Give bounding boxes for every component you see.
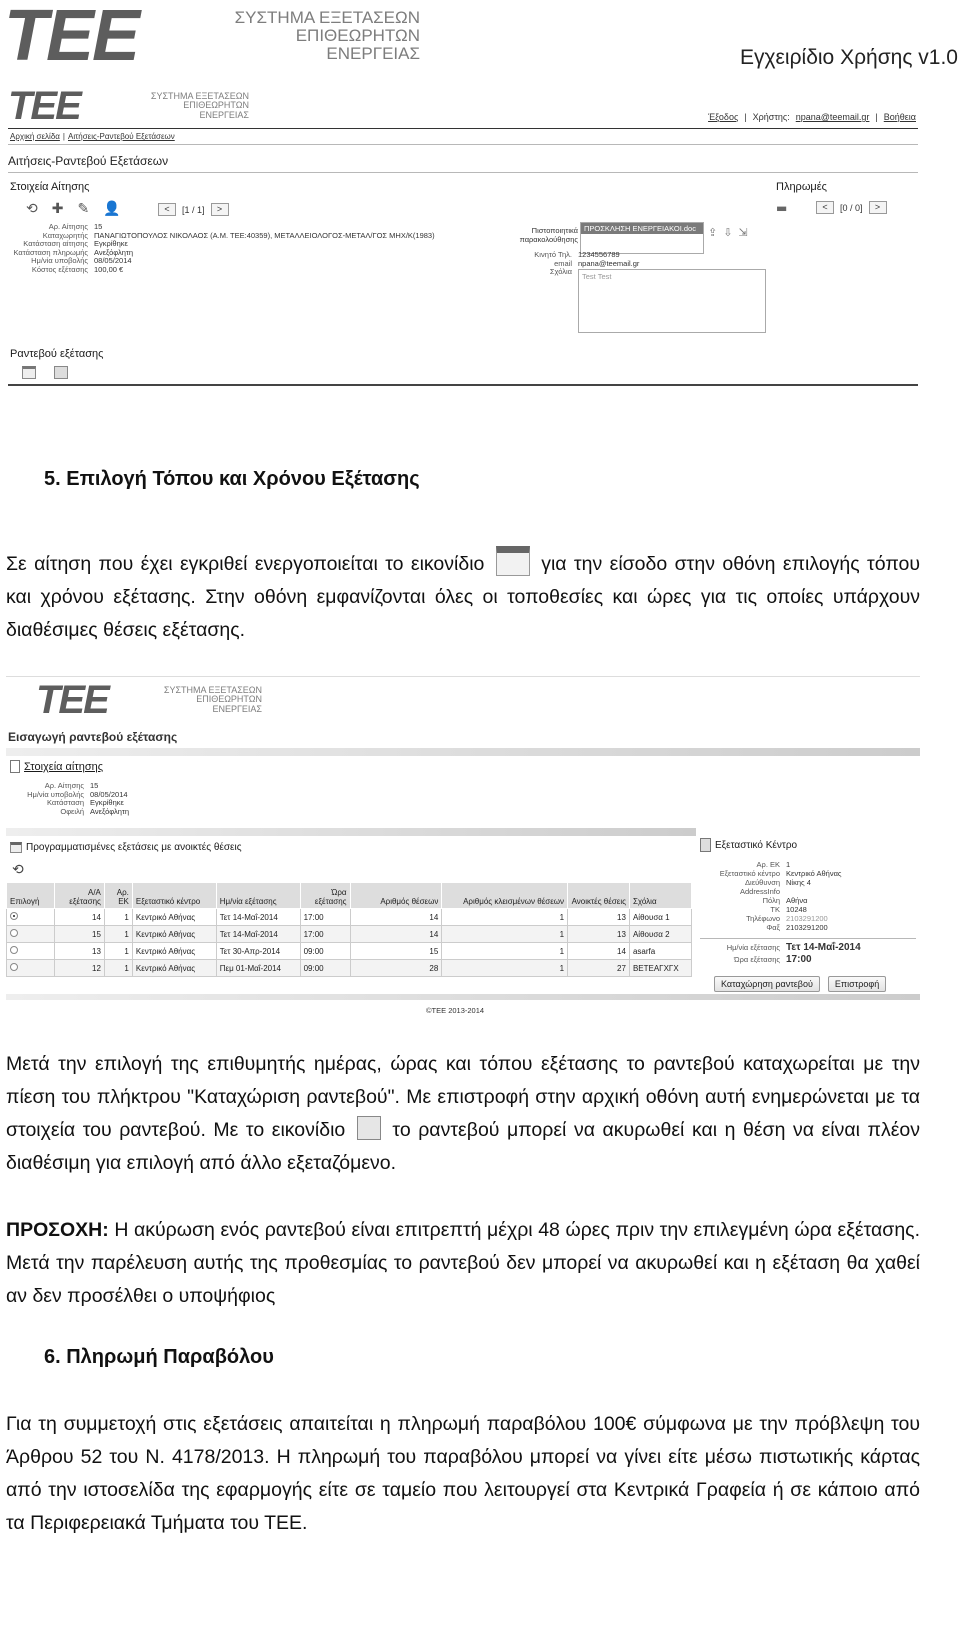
paragraph-warning — [6, 1214, 920, 1313]
next-button[interactable]: > — [211, 203, 229, 216]
pager-label: [0 / 0] — [840, 202, 863, 213]
field-value: Ανεξόφλητη — [94, 247, 134, 257]
calendar-icon — [496, 546, 530, 576]
cell-time: 17:00 — [300, 926, 350, 943]
divider — [8, 172, 918, 173]
app-logo-mark: ΤΕΕ — [8, 84, 80, 128]
field-value: Νίκης 4 — [786, 878, 811, 887]
header-logo-sub-line: ΣΥΣΤΗΜΑ ΕΞΕΤΑΣΕΩΝ — [234, 8, 420, 28]
delete-icon[interactable]: ⇲ — [738, 226, 748, 239]
title-bar — [6, 748, 920, 756]
app-logo-subtitle — [139, 92, 249, 120]
user-label: Χρήστης: — [752, 112, 790, 122]
table-row[interactable] — [7, 909, 692, 926]
cell-center: Κεντρικό Αθήνας — [132, 926, 216, 943]
screenshot-applications — [8, 86, 918, 391]
field-value — [786, 887, 906, 896]
cancel-appointment-icon[interactable] — [54, 366, 68, 379]
exams-table — [6, 882, 692, 977]
field-label: Τηλέφωνο — [746, 914, 780, 923]
appointment-toolbar — [22, 366, 68, 379]
cell-date: Πεμ 01-Μαΐ-2014 — [216, 960, 300, 977]
cell-ek: 1 — [104, 926, 132, 943]
cell-aa: 13 — [54, 943, 104, 960]
breadcrumb-separator: | — [62, 132, 65, 141]
page-title: Εισαγωγή ραντεβού εξέτασης — [8, 730, 178, 744]
form-actions — [714, 976, 886, 992]
center-section-title — [700, 838, 797, 852]
select-cell[interactable] — [7, 960, 55, 977]
cell-seats: 28 — [350, 960, 442, 977]
cell-center: Κεντρικό Αθήνας — [132, 960, 216, 977]
appointment-section-title: Ραντεβού εξέτασης — [10, 348, 104, 360]
column-header: Επιλογή — [7, 883, 55, 909]
screenshot-appointment — [6, 676, 920, 1026]
cell-aa: 14 — [54, 909, 104, 926]
breadcrumb-applications[interactable]: Αιτήσεις-Ραντεβού Εξετάσεων — [67, 132, 175, 141]
warning-label: ΠΡΟΣΟΧΗ: — [6, 1219, 109, 1241]
cell-ek: 1 — [104, 960, 132, 977]
column-header: Αριθμός κλεισμένων θέσεων — [442, 883, 568, 909]
p1-text: οθόνη επιλογής τόπου και χρόνου εξέτασης. Στην οθόνη εμφανίζονται όλες οι τοποθεσίες και ώρες για τις οποίες υπάρχουν διαθέσιμες θέσεις εξέτασης. — [6, 553, 921, 641]
field-label: email — [554, 258, 572, 268]
cancel-appointment-icon — [357, 1116, 381, 1140]
comments-textarea[interactable] — [578, 269, 766, 333]
cell-comment: ΒΕΤΕΑΓΧΓΧ — [629, 960, 691, 977]
field-value: ΠΑΝΑΓΙΩΤΟΠΟΥΛΟΣ ΝΙΚΟΛΑΟΣ (Α.Μ. ΤΕΕ:40359), ΜΕΤΑΛΛΕΙΟΛΟΓΟΣ-ΜΕΤΑΛ/ΓΟΣ ΜΗΧ/Κ(1983) — [94, 230, 435, 240]
cell-seats: 14 — [350, 909, 442, 926]
field-value: 15 — [90, 781, 99, 790]
scheduled-section-title — [10, 842, 242, 853]
field-value: 08/05/2014 — [90, 789, 128, 799]
download-icon[interactable]: ⇩ — [723, 226, 733, 239]
cell-booked: 1 — [442, 943, 568, 960]
paragraph-section-6: Για τη συμμετοχή στις εξετάσεις απαιτείται η πληρωμή παραβόλου 100€ σύμφωνα με την πρόβλεψη του Άρθρου 52 του Ν. 4178/2013. Η πληρωμή του παραβόλου μπορεί να γίνει είτε μέσω πιστωτικής κάρτας από την ιστοσελίδα της εφαρμογής είτε σε ταμείο που λειτουργεί στα Κεντρικά Γραφεία ή σε κάποιο από τα Περιφερειακά Τμήματα του ΤΕΕ. — [6, 1413, 920, 1534]
cell-date: Τετ 14-Μαΐ-2014 — [216, 909, 300, 926]
app-logo-subtitle — [152, 686, 262, 714]
nav-separator: | — [875, 112, 878, 122]
cell-center: Κεντρικό Αθήνας — [132, 943, 216, 960]
cell-aa: 15 — [54, 926, 104, 943]
edit-icon[interactable]: ✎ — [77, 201, 90, 217]
cell-comment: asarfa — [629, 943, 691, 960]
app-logo-sub-line: ΕΝΕΡΓΕΙΑΣ — [199, 109, 249, 120]
field-label: Εξεταστικό κέντρο — [719, 869, 780, 878]
paragraph-section-5 — [6, 546, 920, 647]
application-pager — [158, 203, 229, 216]
column-header: Σχόλια — [629, 883, 691, 909]
app-logo-sub-line: ΕΠΙΘΕΩΡΗΤΩΝ — [196, 694, 262, 705]
logout-link[interactable]: Έξοδος — [708, 112, 739, 122]
p2-text: Μετά την επιλογή της επιθυμητής ημέρας, ώρας και τόπου εξέτασης το ραντεβού καταχωρείται με την πίεση του πλήκτρου "Καταχώριση ραντεβού". Με επιστροφή στην αρχική οθόνη αυτή ενημερώνεται με τα στοιχεία του ραντεβού. Με το — [6, 1053, 920, 1141]
table-row[interactable] — [7, 960, 692, 977]
footer-bar — [6, 994, 920, 1000]
warning-text: Η ακύρωση ενός ραντεβού είναι επιτρεπτή μέχρι 48 ώρες πριν την επιλεγμένη ώρα εξέτασης. Μετά την παρέλευση αυτής της προθεσμίας το ραντεβού δεν μπορεί να ακυρωθεί και η εξέταση θα χαθεί αν δεν προσέλθει ο υποψήφιος — [6, 1219, 921, 1307]
comments-value: Test Test — [582, 272, 612, 281]
cell-time: 09:00 — [300, 960, 350, 977]
field-label: Κόστος εξέτασης — [31, 264, 88, 274]
radio-button[interactable] — [10, 963, 18, 971]
field-value: Κεντρικό Αθήνας — [786, 869, 842, 878]
field-label: Αρ. Αίτησης — [44, 781, 84, 790]
payments-pager — [816, 201, 887, 214]
building-icon — [700, 838, 711, 852]
help-link[interactable]: Βοήθεια — [883, 112, 916, 122]
cell-booked: 1 — [442, 909, 568, 926]
cell-open: 13 — [568, 926, 630, 943]
field-label: Αρ. ΕΚ — [756, 860, 780, 869]
field-label: Οφειλή — [60, 806, 84, 816]
field-value: Εγκρίθηκε — [94, 239, 128, 249]
field-value: Αθήνα — [786, 896, 808, 905]
field-value: Ανεξόφλητη — [90, 806, 130, 816]
header-logo — [4, 0, 464, 76]
time-label: Ώρα εξέτασης — [734, 955, 780, 964]
cell-ek: 1 — [104, 909, 132, 926]
card-icon[interactable]: ▬ — [776, 201, 788, 215]
document-icon — [10, 760, 20, 773]
application-section-title: Στοιχεία Αίτησης — [10, 181, 90, 193]
divider — [8, 384, 918, 386]
field-label: Διεύθυνση — [745, 878, 780, 887]
next-button[interactable]: > — [869, 201, 887, 214]
p2-text: για επιλογή από άλλο εξεταζόμενο. — [95, 1152, 397, 1174]
column-header: Αριθμός θέσεων — [350, 883, 442, 909]
cell-booked: 1 — [442, 926, 568, 943]
p1-text: για την είσοδο στην — [541, 553, 715, 575]
app-logo-sub-line: ΕΠΙΘΕΩΡΗΤΩΝ — [183, 100, 249, 111]
calendar-icon — [10, 842, 22, 853]
add-icon[interactable]: ✚ — [51, 201, 64, 217]
payments-toolbar — [776, 201, 787, 215]
manual-title: Εγχειρίδιο Χρήσης v1.0 — [740, 46, 958, 69]
date-value: Τετ 14-Μαΐ-2014 — [786, 942, 861, 953]
field-label: Αρ. Αίτησης — [48, 222, 88, 231]
application-fields — [10, 782, 190, 816]
cell-booked: 1 — [442, 960, 568, 977]
pager-label: [1 / 1] — [182, 204, 205, 215]
certificate-file[interactable]: ΠΡΟΣΚΛΗΣΗ ΕΝΕΡΓΕΙΑΚΟΙ.doc — [581, 223, 703, 234]
radio-button[interactable] — [10, 946, 18, 954]
calendar-icon[interactable] — [22, 366, 36, 379]
certificates-label: Πιστοποιητικά παρακολούθησης — [519, 226, 578, 244]
back-button[interactable]: Επιστροφή — [828, 976, 886, 992]
app-logo-sub-line: ΣΥΣΤΗΜΑ ΕΞΕΤΑΣΕΩΝ — [150, 90, 249, 101]
cell-time: 17:00 — [300, 909, 350, 926]
app-logo — [8, 86, 268, 126]
column-header: Αρ. ΕΚ — [104, 883, 132, 909]
field-value: 1 — [786, 860, 791, 869]
section-bar — [6, 828, 696, 836]
field-label: Κατάσταση — [46, 798, 84, 808]
user-icon[interactable]: 👤 — [103, 201, 121, 217]
cell-ek: 1 — [104, 943, 132, 960]
field-label: Φαξ — [766, 923, 780, 932]
field-value: 2103291200 — [786, 923, 828, 932]
radio-button[interactable] — [10, 929, 18, 937]
selected-slot — [700, 942, 906, 966]
cell-aa: 12 — [54, 960, 104, 977]
application-toolbar — [26, 201, 121, 217]
nav-separator: | — [744, 112, 747, 122]
column-header: Εξεταστικό κέντρο — [132, 883, 216, 909]
p1-text: Σε αίτηση που έχει εγκριθεί ενεργοποιείται το εικονίδιο — [6, 553, 485, 575]
field-value: 1234556789 — [578, 250, 620, 259]
field-label: Ημ/νία υποβολής — [27, 789, 84, 799]
field-label: Σχόλια — [549, 267, 572, 277]
cell-date: Τετ 30-Απρ-2014 — [216, 943, 300, 960]
prev-button[interactable]: < — [158, 203, 176, 216]
page-title: Αιτήσεις-Ραντεβού Εξετάσεων — [8, 154, 169, 168]
app-logo-mark: ΤΕΕ — [36, 678, 108, 722]
field-value: 15 — [94, 222, 103, 231]
cell-open: 14 — [568, 943, 630, 960]
refresh-icon[interactable]: ⟲ — [12, 862, 24, 878]
date-label: Ημ/νία εξέτασης — [726, 943, 780, 952]
divider — [700, 938, 916, 939]
cell-comment: Αίθουσα 2 — [629, 926, 691, 943]
cell-center: Κεντρικό Αθήνας — [132, 909, 216, 926]
cell-time: 09:00 — [300, 943, 350, 960]
cell-open: 27 — [568, 960, 630, 977]
user-link[interactable]: npana@teemail.gr — [795, 112, 870, 122]
footer: ©ΤΕΕ 2013-2014 — [426, 1006, 485, 1015]
header-logo-sub-line: ΕΝΕΡΓΕΙΑΣ — [326, 43, 420, 63]
column-header: Ημ/νία εξέτασης — [216, 883, 300, 909]
radio-button[interactable] — [10, 912, 18, 920]
prev-button[interactable]: < — [816, 201, 834, 214]
center-section-label: Εξεταστικό Κέντρο — [715, 839, 798, 851]
divider — [8, 128, 918, 129]
column-header: Ανοικτές θέσεις — [568, 883, 630, 909]
app-logo-sub-line: ΣΥΣΤΗΜΑ ΕΞΕΤΑΣΕΩΝ — [163, 684, 262, 695]
field-label: ΤΚ — [770, 905, 780, 914]
field-label: Πόλη — [762, 896, 780, 905]
table-row[interactable] — [7, 943, 692, 960]
field-label: Κατάσταση πληρωμής — [13, 247, 88, 257]
center-fields — [700, 860, 906, 932]
top-nav — [708, 112, 916, 122]
heading-section-5: 5. Επιλογή Τόπου και Χρόνου Εξέτασης — [44, 468, 420, 490]
cell-date: Τετ 14-Μαΐ-2014 — [216, 926, 300, 943]
select-cell[interactable] — [7, 943, 55, 960]
book-appointment-button[interactable]: Καταχώρηση ραντεβού — [714, 976, 820, 992]
field-label: Καταχωρητής — [42, 230, 88, 240]
field-value: Εγκρίθηκε — [90, 798, 124, 808]
heading-section-6: 6. Πληρωμή Παραβόλου — [44, 1346, 274, 1368]
header-logo-sub-line: ΕΠΙΘΕΩΡΗΤΩΝ — [295, 26, 420, 46]
field-value: 2103291200 — [786, 914, 828, 923]
divider — [6, 676, 920, 677]
header-logo-subtitle — [230, 9, 420, 63]
column-header: Ώρα εξέτασης — [300, 883, 350, 909]
app-logo-sub-line: ΕΝΕΡΓΕΙΑΣ — [212, 703, 262, 714]
certificate-actions — [708, 226, 748, 239]
cell-seats: 15 — [350, 943, 442, 960]
field-label: Κινητό Τηλ. — [534, 250, 572, 259]
upload-icon[interactable]: ⇪ — [708, 226, 718, 239]
exams-table-wrap — [6, 882, 692, 977]
breadcrumb-home[interactable]: Αρχική σελίδα — [10, 132, 60, 141]
field-value: npana@teemail.gr — [578, 258, 640, 268]
field-value: 100,00 € — [94, 264, 124, 274]
time-value: 17:00 — [786, 954, 812, 965]
scheduled-section-label: Προγραμματισμένες εξετάσεις με ανοικτές θέσεις — [26, 842, 242, 853]
breadcrumb — [10, 132, 175, 141]
application-section-label: Στοιχεία αίτησης — [24, 760, 104, 773]
header-logo-mark: ΤΕΕ — [4, 0, 139, 76]
cell-seats: 14 — [350, 926, 442, 943]
column-header: Α/Α εξέτασης — [54, 883, 104, 909]
field-label: Ημ/νία υποβολής — [31, 256, 88, 266]
refresh-icon[interactable]: ⟲ — [26, 201, 38, 217]
field-value: 08/05/2014 — [94, 256, 132, 266]
cell-open: 13 — [568, 909, 630, 926]
payments-section-title: Πληρωμές — [776, 181, 827, 193]
table-row[interactable] — [7, 926, 692, 943]
p2-text: το ραντεβού μπορεί να ακυρωθεί και η θέση να είναι πλέον διαθέσιμη — [6, 1119, 920, 1174]
divider — [8, 144, 918, 145]
app-logo — [36, 680, 296, 720]
field-label: Κατάσταση αίτησης — [23, 239, 88, 249]
cell-comment: Αίθουσα 1 — [629, 909, 691, 926]
p2-text: εικονίδιο — [271, 1119, 346, 1141]
paragraph-booking — [6, 1048, 920, 1180]
application-section-title — [10, 760, 103, 773]
field-label: AddressInfo — [739, 887, 780, 896]
field-value: 10248 — [786, 905, 807, 914]
select-cell[interactable] — [7, 909, 55, 926]
table-header-row — [7, 883, 692, 909]
select-cell[interactable] — [7, 926, 55, 943]
